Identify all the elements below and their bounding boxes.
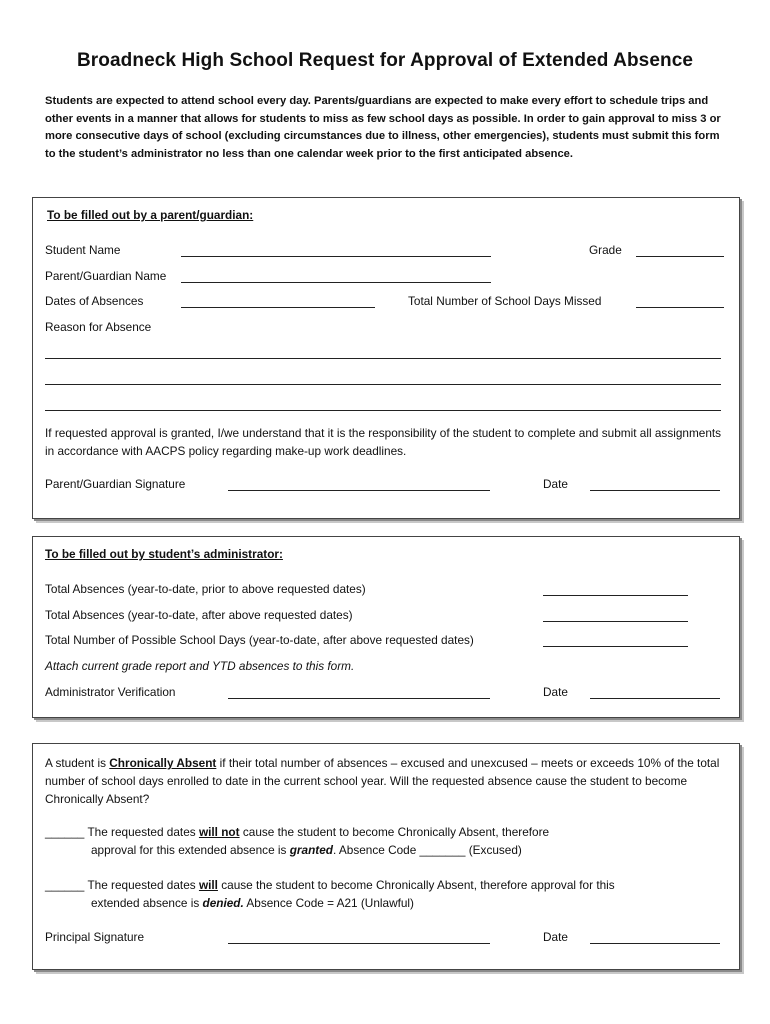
parent-section-heading: To be filled out by a parent/guardian: (47, 208, 254, 222)
option2-blank[interactable]: ______ (45, 878, 85, 892)
parent-guardian-section (32, 197, 740, 519)
total-days-missed-label: Total Number of School Days Missed (408, 294, 602, 308)
administrator-section (32, 536, 740, 718)
option2-line2-pre: extended absence is (91, 896, 203, 910)
form-title: Broadneck High School Request for Approval of Extended Absence (76, 50, 694, 71)
option-not-chronic (45, 825, 549, 840)
option1-blank[interactable]: ______ (45, 825, 85, 839)
option-chronic (45, 878, 615, 893)
total-absences-prior-field[interactable] (543, 595, 688, 596)
option1-line2-pre: approval for this extended absence is (91, 843, 290, 857)
admin-section-heading: To be filled out by student’s administrator: (45, 547, 283, 561)
student-name-label: Student Name (45, 243, 121, 257)
parent-name-field[interactable] (181, 282, 491, 283)
option2-emphasis: will (198, 878, 218, 892)
option-not-chronic-line2 (91, 843, 522, 858)
reason-line-3[interactable] (45, 410, 721, 411)
acknowledgement-text: If requested approval is granted, I/we understand that it is the responsibility of the student to complete and submit all assignments in accordance with AACPS policy regarding make-up work deadlines. (45, 426, 722, 458)
total-days-missed-field[interactable] (636, 307, 724, 308)
option-chronic-line2 (91, 896, 414, 911)
chronic-intro-pre: A student is (45, 756, 110, 770)
chronic-term: Chronically Absent (109, 756, 217, 770)
admin-date-field[interactable] (590, 698, 720, 699)
admin-verification-field[interactable] (228, 698, 490, 699)
option1-emphasis: will not (198, 825, 240, 839)
total-absences-after-field[interactable] (543, 621, 688, 622)
option2-text-pre: The requested dates (84, 878, 199, 892)
option2-denied: denied. (202, 896, 244, 910)
principal-date-label: Date (543, 930, 568, 944)
reason-line-2[interactable] (45, 384, 721, 385)
parent-date-field[interactable] (590, 490, 720, 491)
parent-signature-field[interactable] (228, 490, 490, 491)
reason-line-1[interactable] (45, 358, 721, 359)
parent-name-label: Parent/Guardian Name (45, 269, 167, 283)
option1-granted: granted (289, 843, 333, 857)
possible-school-days-field[interactable] (543, 646, 688, 647)
principal-signature-field[interactable] (228, 943, 490, 944)
student-name-field[interactable] (181, 256, 491, 257)
admin-date-label: Date (543, 685, 568, 699)
dates-of-absences-label: Dates of Absences (45, 294, 144, 308)
option1-text-pre: The requested dates (84, 825, 199, 839)
grade-field[interactable] (636, 256, 724, 257)
parent-date-label: Date (543, 477, 568, 491)
attach-note: Attach current grade report and YTD absences to this form. (45, 659, 355, 673)
total-absences-prior-label: Total Absences (year-to-date, prior to above requested dates) (45, 582, 366, 596)
option2-line2-post: Absence Code = A21 (Unlawful) (243, 896, 414, 910)
admin-verification-label: Administrator Verification (45, 685, 176, 699)
chronic-absence-intro (45, 754, 723, 808)
grade-label: Grade (589, 243, 622, 257)
possible-school-days-label: Total Number of Possible School Days (year-to-date, after above requested dates) (45, 633, 474, 647)
dates-of-absences-field[interactable] (181, 307, 375, 308)
option1-line2-post: . Absence Code _______ (Excused) (332, 843, 522, 857)
option1-text-post: cause the student to become Chronically Absent, therefore (239, 825, 550, 839)
option2-text-post: cause the student to become Chronically Absent, therefore approval for this (217, 878, 615, 892)
reason-label: Reason for Absence (45, 320, 152, 334)
intro-paragraph: Students are expected to attend school every day. Parents/guardians are expected to make every effort to schedule trips and other events in a manner that allows for students to miss as few school days as possible. In order to gain approval to miss 3 or more consecutive days of school (excluding circumstances due to illness, other emergencies), students must submit this form to the student’s administrator no less than one calendar week prior to the first anticipated absence. (45, 95, 721, 160)
total-absences-after-label: Total Absences (year-to-date, after above requested dates) (45, 608, 353, 622)
parent-signature-label: Parent/Guardian Signature (45, 477, 186, 491)
chronic-intro-post: if their total number of absences – excused and unexcused – meets or exceeds 10% of the total number of school days enrolled to date in the current school year. Will the requested absence cause the student to become Chronically Absent? (45, 756, 720, 806)
chronic-absence-section (32, 743, 740, 970)
principal-date-field[interactable] (590, 943, 720, 944)
principal-signature-label: Principal Signature (45, 930, 145, 944)
